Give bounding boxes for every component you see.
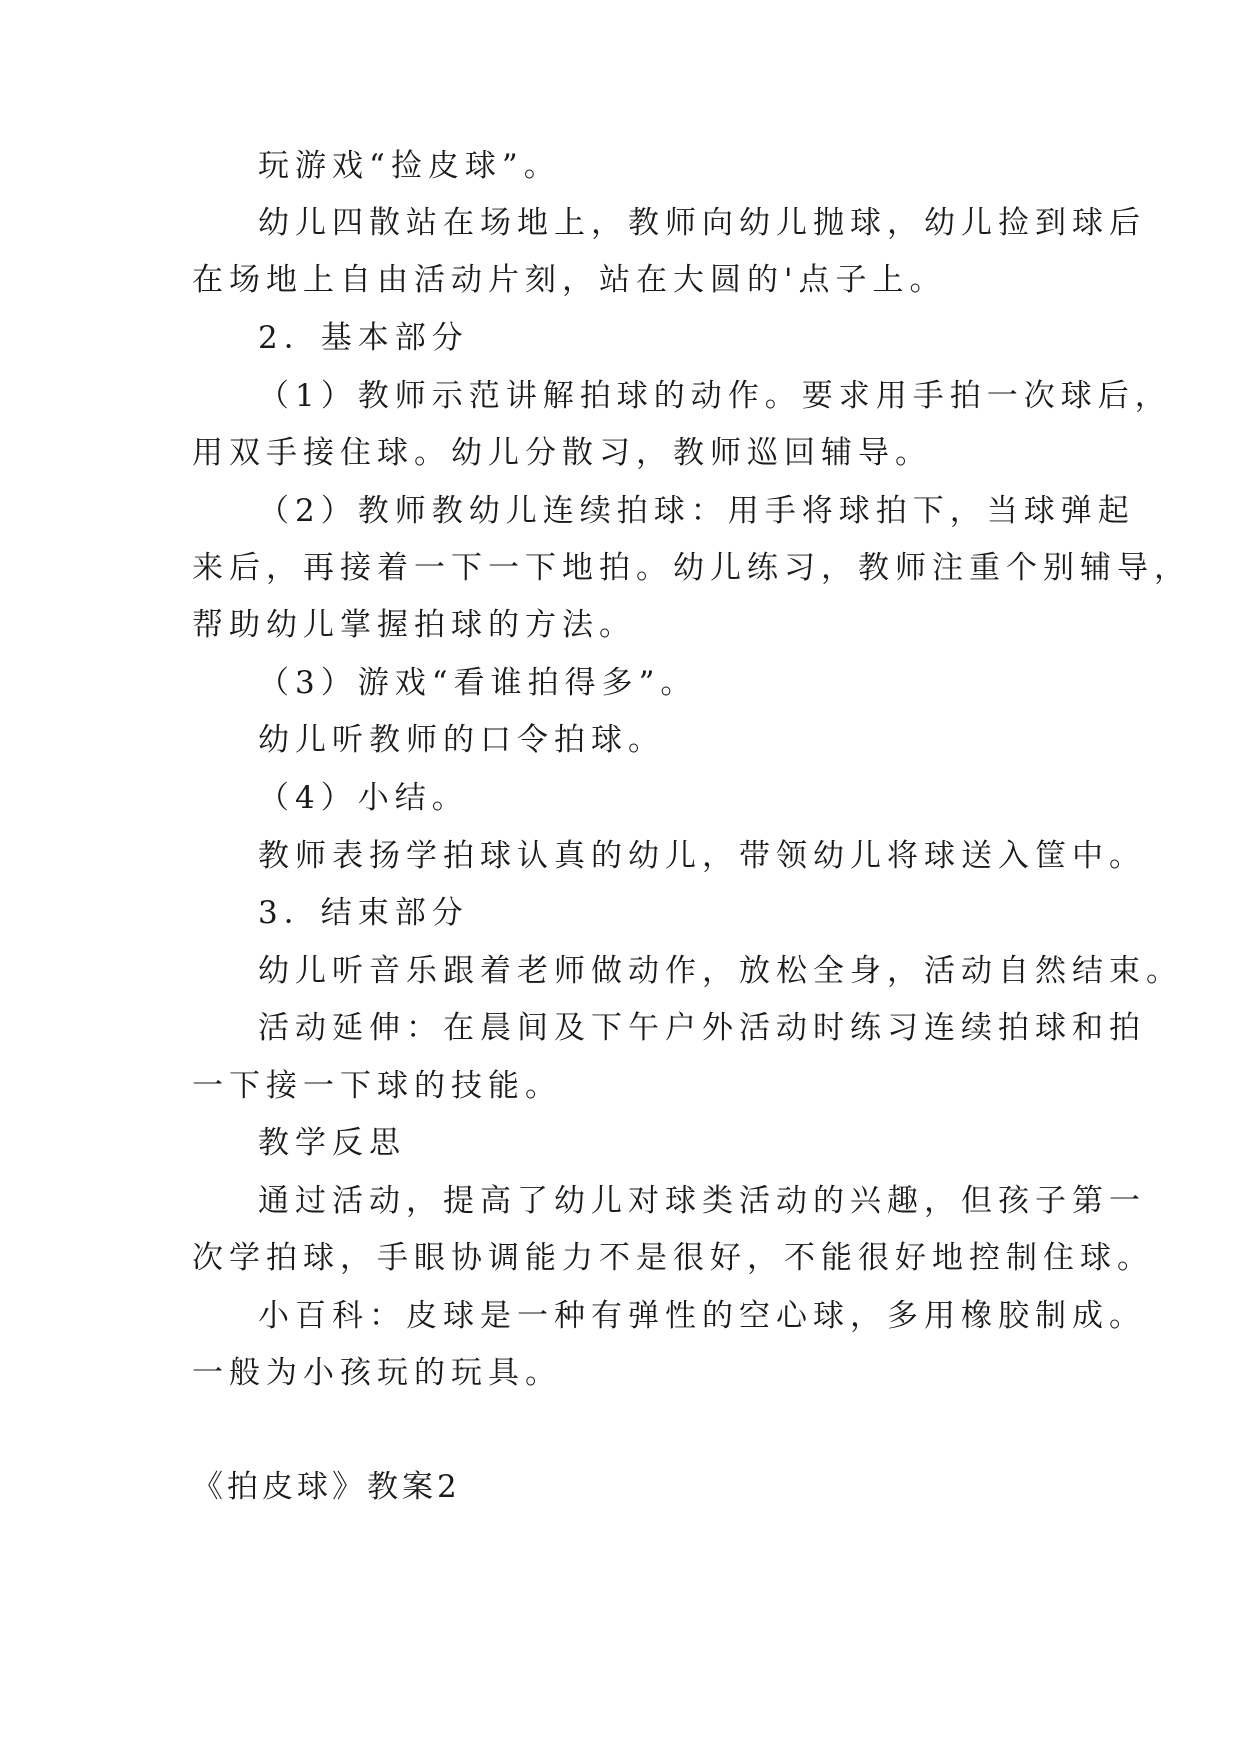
- paragraph-line: 教师表扬学拍球认真的幼儿，带领幼儿将球送入筐中。: [258, 838, 1146, 874]
- paragraph-line: 一下接一下球的技能。: [192, 1068, 562, 1104]
- paragraph-line: 幼儿听音乐跟着老师做动作，放松全身，活动自然结束。: [258, 953, 1183, 989]
- section-heading: 3．结束部分: [258, 895, 469, 931]
- document-title: 《拍皮球》教案2: [192, 1469, 461, 1505]
- paragraph-line: （4）小结。: [258, 780, 469, 816]
- paragraph-line: 通过活动，提高了幼儿对球类活动的兴趣，但孩子第一: [258, 1183, 1146, 1219]
- paragraph-line: 小百科：皮球是一种有弹性的空心球，多用橡胶制成。: [258, 1298, 1146, 1334]
- paragraph-line: 用双手接住球。幼儿分散习，教师巡回辅导。: [192, 435, 932, 471]
- paragraph-line: 幼儿听教师的口令拍球。: [258, 722, 665, 758]
- paragraph-line: 活动延伸：在晨间及下午户外活动时练习连续拍球和拍: [258, 1010, 1146, 1046]
- paragraph-line: （2）教师教幼儿连续拍球：用手将球拍下，当球弹起: [258, 493, 1135, 529]
- paragraph-line: 玩游戏“捡皮球”。: [258, 148, 561, 184]
- paragraph-line: 来后，再接着一下一下地拍。幼儿练习，教师注重个别辅导，: [192, 550, 1191, 586]
- paragraph-line: 幼儿四散站在场地上，教师向幼儿抛球，幼儿捡到球后: [258, 205, 1146, 241]
- paragraph-line: （1）教师示范讲解拍球的动作。要求用手拍一次球后，: [258, 378, 1172, 414]
- paragraph-line: 帮助幼儿掌握拍球的方法。: [192, 607, 636, 643]
- paragraph-line: 一般为小孩玩的玩具。: [192, 1355, 562, 1391]
- paragraph-line: 在场地上自由活动片刻，站在大圆的'点子上。: [192, 262, 947, 298]
- section-heading: 教学反思: [258, 1125, 406, 1161]
- paragraph-line: 次学拍球，手眼协调能力不是很好，不能很好地控制住球。: [192, 1240, 1154, 1276]
- paragraph-line: （3）游戏“看谁拍得多”。: [258, 665, 698, 701]
- section-heading: 2．基本部分: [258, 320, 469, 356]
